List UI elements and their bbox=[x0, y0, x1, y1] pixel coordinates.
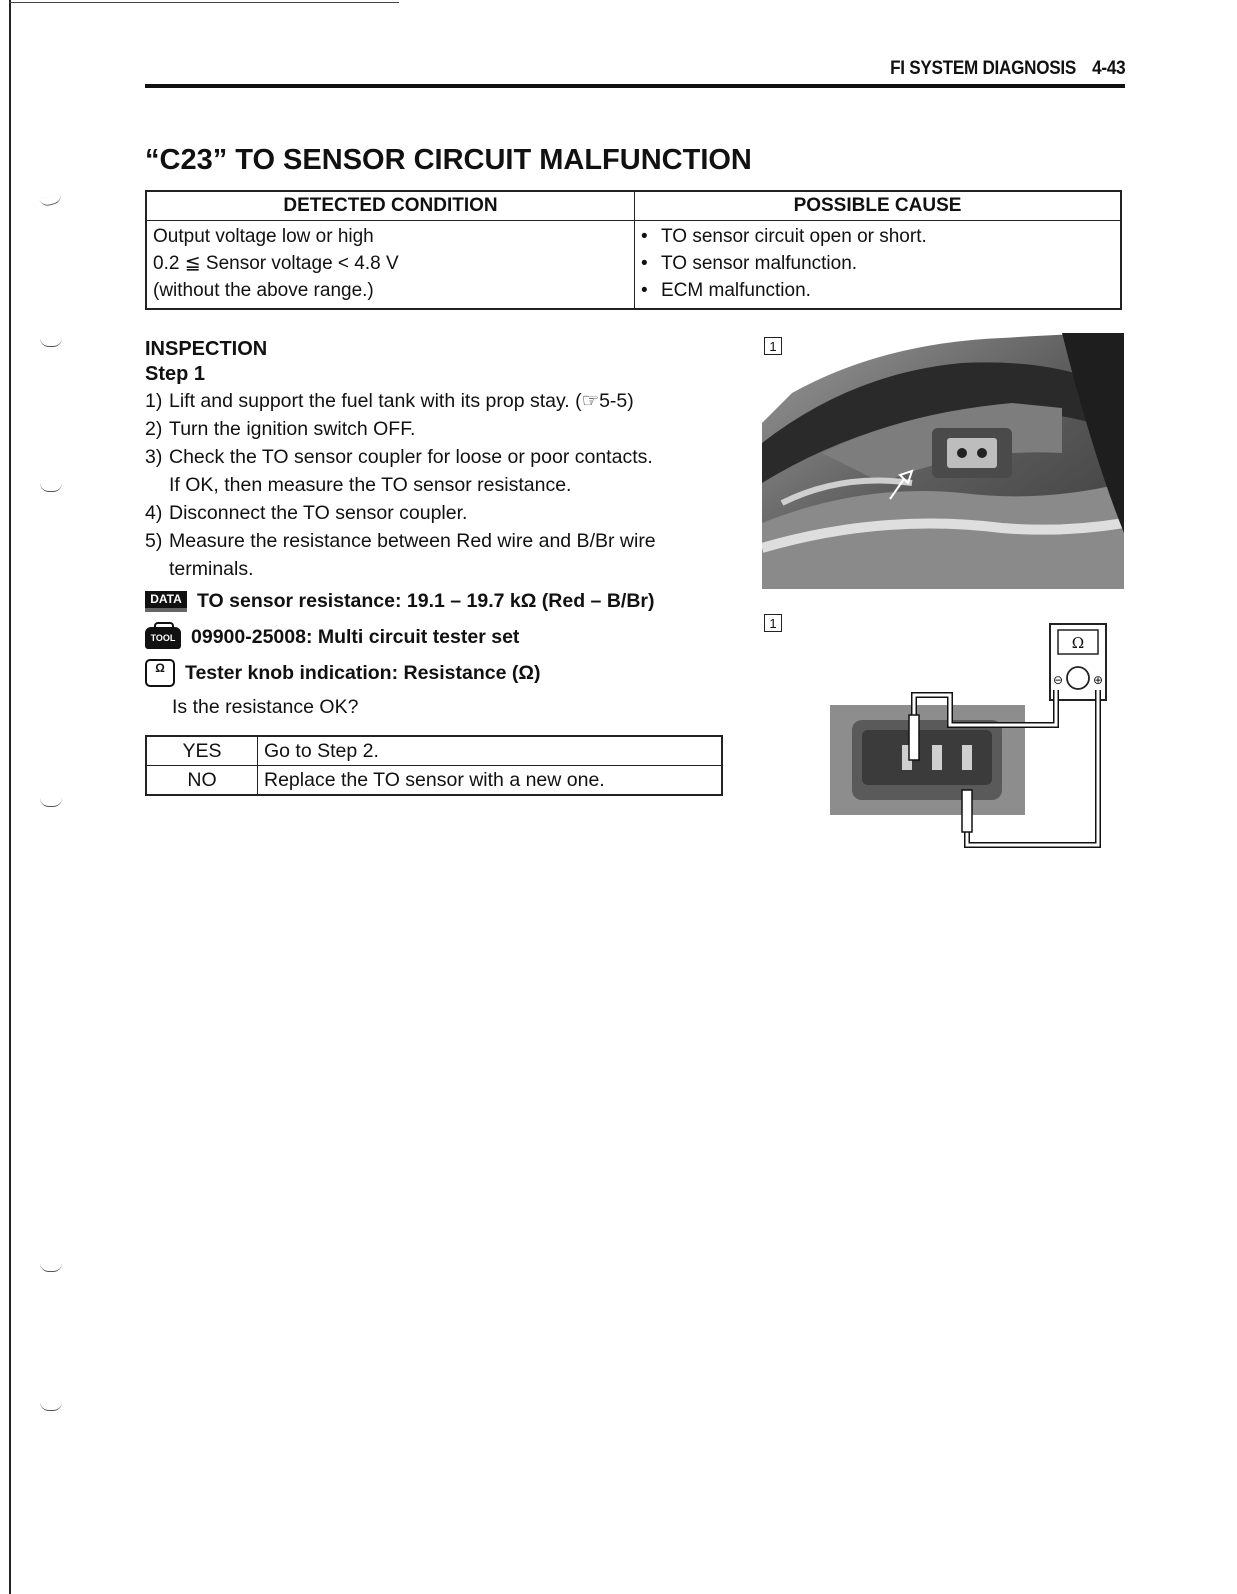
answer-action: Replace the TO sensor with a new one. bbox=[258, 766, 723, 796]
spec-tool bbox=[145, 626, 519, 649]
plus-terminal-icon: ⊕ bbox=[1092, 673, 1104, 687]
scan-mark bbox=[40, 1402, 62, 1411]
spec-resistance bbox=[145, 590, 654, 613]
binding-edge bbox=[9, 0, 11, 1594]
answer-action: Go to Step 2. bbox=[258, 736, 723, 766]
scan-edge-top bbox=[9, 2, 399, 3]
tool-icon: TOOL bbox=[145, 627, 181, 649]
procedure-step: 3) Check the TO sensor coupler for loose or poor contacts. If OK, then measure the TO sensor resistance. bbox=[145, 446, 653, 496]
running-header bbox=[890, 58, 1125, 80]
scan-mark bbox=[40, 1263, 62, 1272]
photo-label: 1 bbox=[764, 337, 782, 355]
header-rule bbox=[145, 84, 1125, 88]
data-icon: DATA bbox=[145, 591, 187, 612]
scan-mark bbox=[40, 483, 62, 492]
inspection-heading: INSPECTION bbox=[145, 338, 268, 360]
section-name: FI SYSTEM DIAGNOSIS bbox=[889, 58, 1076, 79]
detected-line: Output voltage low or high bbox=[153, 226, 374, 247]
procedure-step: 5) Measure the resistance between Red wire and B/Br wire terminals. bbox=[145, 530, 656, 580]
minus-terminal-icon: ⊖ bbox=[1052, 673, 1064, 687]
detected-condition-cell bbox=[146, 221, 635, 310]
tester-connection-diagram bbox=[822, 620, 1122, 850]
procedure-step: 4) Disconnect the TO sensor coupler. bbox=[145, 502, 468, 524]
detected-line: 0.2 ≦ Sensor voltage < 4.8 V bbox=[153, 253, 399, 274]
condition-table bbox=[145, 190, 1122, 310]
table-row bbox=[146, 766, 722, 796]
page-title: “C23” TO SENSOR CIRCUIT MALFUNCTION bbox=[145, 144, 752, 176]
scan-mark bbox=[40, 798, 62, 807]
page-number: 4-43 bbox=[1091, 58, 1125, 79]
column-header-possible-cause: POSSIBLE CAUSE bbox=[635, 191, 1122, 221]
answer-key: NO bbox=[146, 766, 258, 796]
spec-text: Tester knob indication: Resistance (Ω) bbox=[185, 661, 541, 684]
column-header-detected-condition: DETECTED CONDITION bbox=[146, 191, 635, 221]
scan-mark bbox=[40, 338, 62, 347]
cause-item: • TO sensor circuit open or short. bbox=[641, 223, 1114, 250]
spec-text: TO sensor resistance: 19.1 – 19.7 kΩ (Red – B/Br) bbox=[197, 590, 655, 612]
sensor-coupler-photo bbox=[762, 333, 1124, 589]
cause-item: • TO sensor malfunction. bbox=[641, 250, 1114, 277]
probe-icon bbox=[962, 790, 972, 832]
procedure-step: 2) Turn the ignition switch OFF. bbox=[145, 418, 416, 440]
ohm-symbol: Ω bbox=[1071, 634, 1085, 652]
step-heading: Step 1 bbox=[145, 363, 206, 385]
spec-tester-knob bbox=[145, 659, 541, 687]
scan-mark bbox=[39, 193, 63, 207]
detected-line: (without the above range.) bbox=[153, 280, 374, 301]
possible-cause-cell bbox=[635, 221, 1122, 310]
procedure-step: 1) Lift and support the fuel tank with its prop stay. (☞5-5) bbox=[145, 390, 634, 412]
tester-knob-icon: Ω bbox=[145, 659, 175, 687]
procedure-steps bbox=[145, 387, 705, 583]
answer-key: YES bbox=[146, 736, 258, 766]
tester-knob-icon bbox=[1067, 667, 1089, 689]
spec-text: 09900-25008: Multi circuit tester set bbox=[191, 626, 520, 648]
cause-item: • ECM malfunction. bbox=[641, 277, 1114, 304]
diagram-label: 1 bbox=[764, 614, 782, 632]
table-row bbox=[146, 736, 722, 766]
yes-no-table bbox=[145, 735, 723, 796]
probe-icon bbox=[909, 715, 919, 760]
question-text: Is the resistance OK? bbox=[172, 696, 359, 718]
